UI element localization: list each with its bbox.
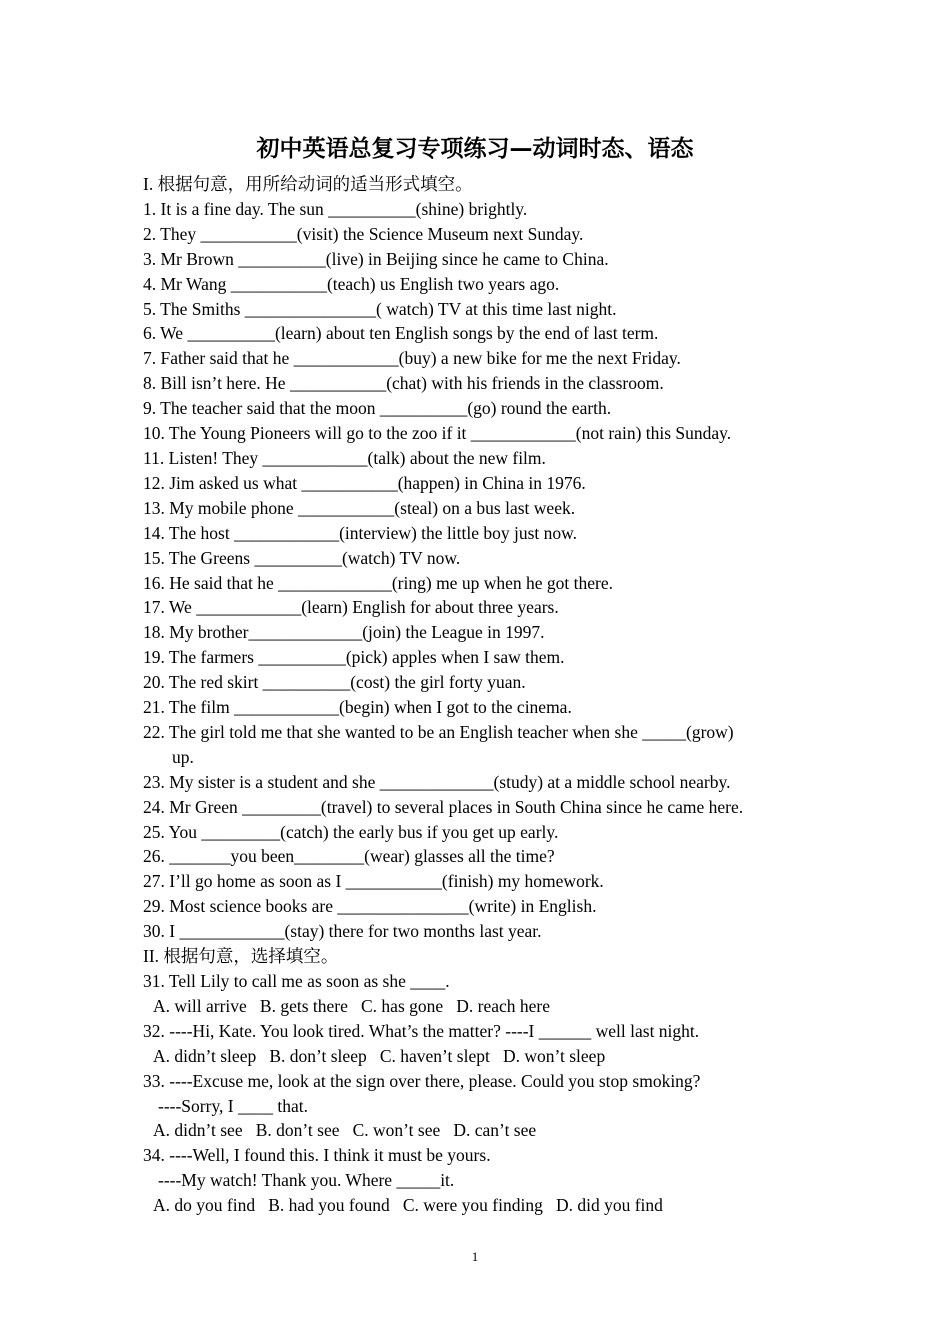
question-34 (143, 1143, 813, 1218)
exercise-item: 19. The farmers __________(pick) apples when I saw them. (143, 647, 565, 668)
question-33 (143, 1069, 813, 1144)
exercise-content (143, 172, 813, 1218)
exercise-item: 10. The Young Pioneers will go to the zoo if it ____________(not rain) this Sunday. (143, 423, 732, 444)
answer-options: A. do you find B. had you found C. were you finding D. did you find (153, 1195, 663, 1216)
exercise-item: 6. We __________(learn) about ten English songs by the end of last term. (143, 323, 659, 344)
exercise-item: 18. My brother_____________(join) the League in 1997. (143, 622, 545, 643)
exercise-item: 7. Father said that he ____________(buy) a new bike for me the next Friday. (143, 348, 681, 369)
exercise-item: 23. My sister is a student and she _____________(study) at a middle school nearby. (143, 771, 731, 792)
question-text: 33. ----Excuse me, look at the sign over there, please. Could you stop smoking? (143, 1070, 701, 1091)
exercise-item: 1. It is a fine day. The sun __________(shine) brightly. (143, 198, 528, 219)
exercise-item: 21. The film ____________(begin) when I got to the cinema. (143, 697, 572, 718)
exercise-item: 17. We ____________(learn) English for about three years. (143, 597, 559, 618)
exercise-item: 15. The Greens __________(watch) TV now. (143, 547, 461, 568)
question-text: 32. ----Hi, Kate. You look tired. What’s the matter? ----I ______ well last night. (143, 1020, 700, 1041)
question-continuation: ----Sorry, I ____ that. (158, 1095, 309, 1116)
exercise-item: 13. My mobile phone ___________(steal) on a bus last week. (143, 497, 576, 518)
exercise-item: 2. They ___________(visit) the Science Museum next Sunday. (143, 223, 584, 244)
exercise-item: 27. I’ll go home as soon as I ___________(finish) my homework. (143, 871, 604, 892)
answer-options: A. will arrive B. gets there C. has gone D. reach here (153, 995, 551, 1016)
exercise-item-22: 22. The girl told me that she wanted to be an English teacher when she _____(grow) (143, 721, 734, 742)
question-continuation: ----My watch! Thank you. Where _____it. (158, 1170, 455, 1191)
exercise-item: 30. I ____________(stay) there for two months last year. (143, 921, 542, 942)
question-text: 31. Tell Lily to call me as soon as she ____. (143, 971, 450, 991)
exercise-item: 8. Bill isn’t here. He ___________(chat) with his friends in the classroom. (143, 373, 664, 394)
section-2-heading: II. 根据句意，选择填空。 (143, 946, 339, 967)
section-1-heading: I. 根据句意，用所给动词的适当形式填空。 (143, 174, 473, 194)
exercise-item: 12. Jim asked us what ___________(happen) in China in 1976. (143, 472, 586, 493)
exercise-item: 9. The teacher said that the moon __________(go) round the earth. (143, 398, 612, 419)
page-title: 初中英语总复习专项练习—动词时态、语态 (256, 136, 694, 162)
exercise-item: 29. Most science books are _______________(write) in English. (143, 896, 597, 917)
exercise-item: 5. The Smiths _______________( watch) TV at this time last night. (143, 298, 617, 319)
exercise-item: 3. Mr Brown __________(live) in Beijing since he came to China. (143, 248, 609, 269)
exercise-item-22-continued: up. (172, 746, 194, 767)
exercise-item: 24. Mr Green _________(travel) to several places in South China since he came here. (143, 796, 744, 817)
exercise-item: 4. Mr Wang ___________(teach) us English two years ago. (143, 273, 560, 294)
answer-options: A. didn’t see B. don’t see C. won’t see D. can’t see (153, 1120, 537, 1141)
question-text: 34. ----Well, I found this. I think it must be yours. (143, 1145, 491, 1166)
exercise-item: 16. He said that he _____________(ring) me up when he got there. (143, 572, 613, 593)
exercise-item: 25. You _________(catch) the early bus if you get up early. (143, 821, 559, 842)
exercise-item: 20. The red skirt __________(cost) the girl forty yuan. (143, 672, 526, 693)
section-1-items (143, 197, 813, 944)
exercise-item: 11. Listen! They ____________(talk) about the new film. (143, 447, 546, 468)
question-31 (143, 969, 813, 1019)
answer-options: A. didn’t sleep B. don’t sleep C. haven’t slept D. won’t sleep (153, 1045, 606, 1066)
page-number: 1 (471, 1249, 479, 1264)
exercise-item: 14. The host ____________(interview) the little boy just now. (143, 522, 578, 543)
exercise-item: 26. _______you been________(wear) glasses all the time? (143, 846, 555, 867)
question-32 (143, 1019, 813, 1069)
